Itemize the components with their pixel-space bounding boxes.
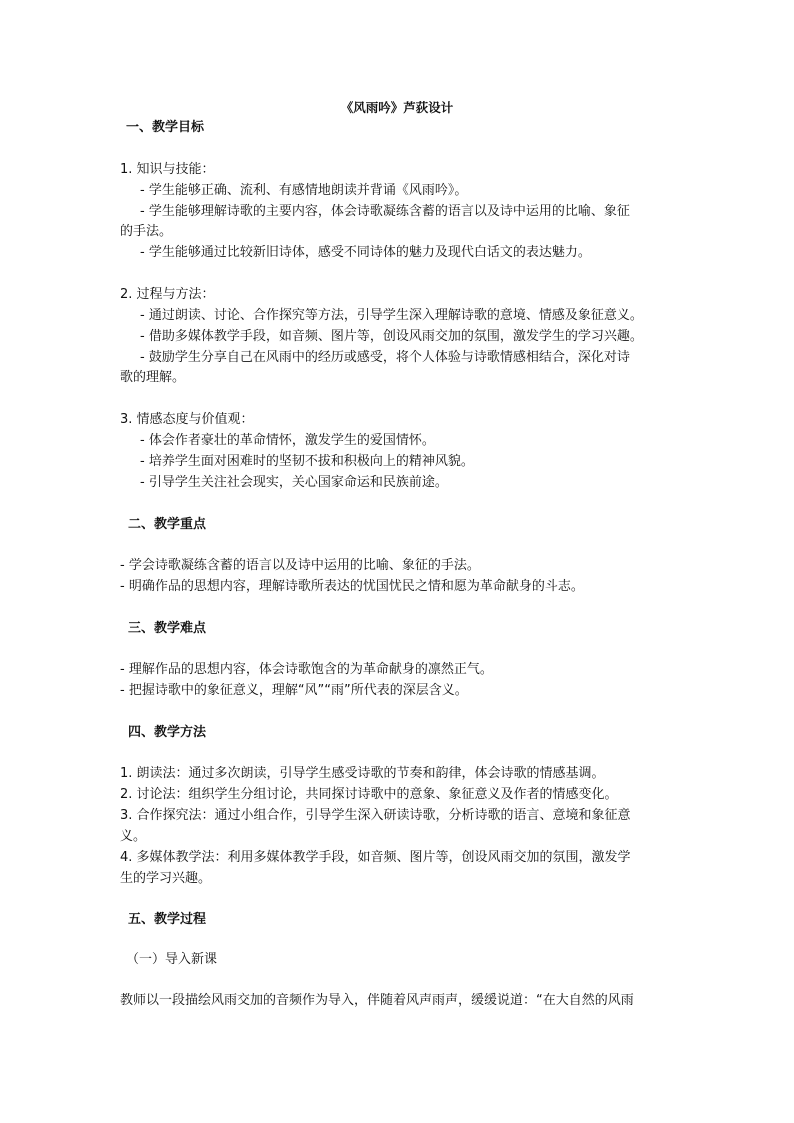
list-item-continuation: 歌的理解。 (120, 370, 186, 385)
section-heading-objectives: 一、教学目标 (126, 120, 205, 135)
list-item: - 学生能够通过比较新旧诗体，感受不同诗体的魅力及现代白话文的表达魅力。 (140, 245, 591, 260)
list-item: - 借助多媒体教学手段，如音频、图片等，创设风雨交加的氛围，激发学生的学习兴趣。 (140, 329, 643, 344)
list-item-continuation: 的手法。 (120, 224, 173, 239)
list-item: 2. 讨论法：组织学生分组讨论，共同探讨诗歌中的意象、象征意义及作者的情感变化。 (120, 787, 618, 802)
list-item-continuation: 生的学习兴趣。 (120, 871, 212, 886)
list-item: - 鼓励学生分享自己在风雨中的经历或感受，将个人体验与诗歌情感相结合，深化对诗 (140, 350, 630, 365)
list-item: 1. 朗读法：通过多次朗读，引导学生感受诗歌的节奏和韵律，体会诗歌的情感基调。 (120, 766, 605, 781)
subheading-process: 2. 过程与方法： (120, 287, 215, 302)
list-item-continuation: 义。 (120, 829, 147, 844)
list-item: 4. 多媒体教学法：利用多媒体教学手段，如音频、图片等，创设风雨交加的氛围，激发学 (120, 850, 631, 865)
list-item: - 明确作品的思想内容，理解诗歌所表达的忧国忧民之情和愿为革命献身的斗志。 (120, 579, 584, 594)
subheading-values: 3. 情感态度与价值观： (120, 412, 254, 427)
list-item: - 通过朗读、讨论、合作探究等方法，引导学生深入理解诗歌的意境、情感及象征意义。 (140, 308, 643, 323)
subheading-introduction: （一）导入新课 (126, 952, 218, 967)
list-item: - 理解作品的思想内容，体会诗歌饱含的为革命献身的凛然正气。 (120, 662, 493, 677)
list-item: - 学会诗歌凝练含蓄的语言以及诗中运用的比喻、象征的手法。 (120, 558, 480, 573)
section-heading-key-points: 二、教学重点 (128, 517, 207, 532)
section-heading-process: 五、教学过程 (128, 912, 207, 927)
list-item: - 体会作者豪壮的革命情怀，激发学生的爱国情怀。 (140, 433, 435, 448)
list-item: - 培养学生面对困难时的坚韧不拔和积极向上的精神风貌。 (140, 454, 474, 469)
subheading-knowledge: 1. 知识与技能： (120, 162, 215, 177)
document-title: 《风雨吟》芦荻设计 (340, 100, 454, 115)
list-item: - 引导学生关注社会现实，关心国家命运和民族前途。 (140, 475, 448, 490)
paragraph: 教师以一段描绘风雨交加的音频作为导入，伴随着风声雨声，缓缓说道：“在大自然的风雨 (120, 993, 634, 1008)
list-item: - 把握诗歌中的象征意义，理解“风”“雨”所代表的深层含义。 (120, 683, 468, 698)
list-item: 3. 合作探究法：通过小组合作，引导学生深入研读诗歌，分析诗歌的语言、意境和象征意 (120, 808, 631, 823)
section-heading-methods: 四、教学方法 (128, 725, 207, 740)
list-item: - 学生能够理解诗歌的主要内容，体会诗歌凝练含蓄的语言以及诗中运用的比喻、象征 (140, 204, 630, 219)
section-heading-difficulties: 三、教学难点 (128, 621, 207, 636)
list-item: - 学生能够正确、流利、有感情地朗读并背诵《风雨吟》。 (140, 183, 468, 198)
